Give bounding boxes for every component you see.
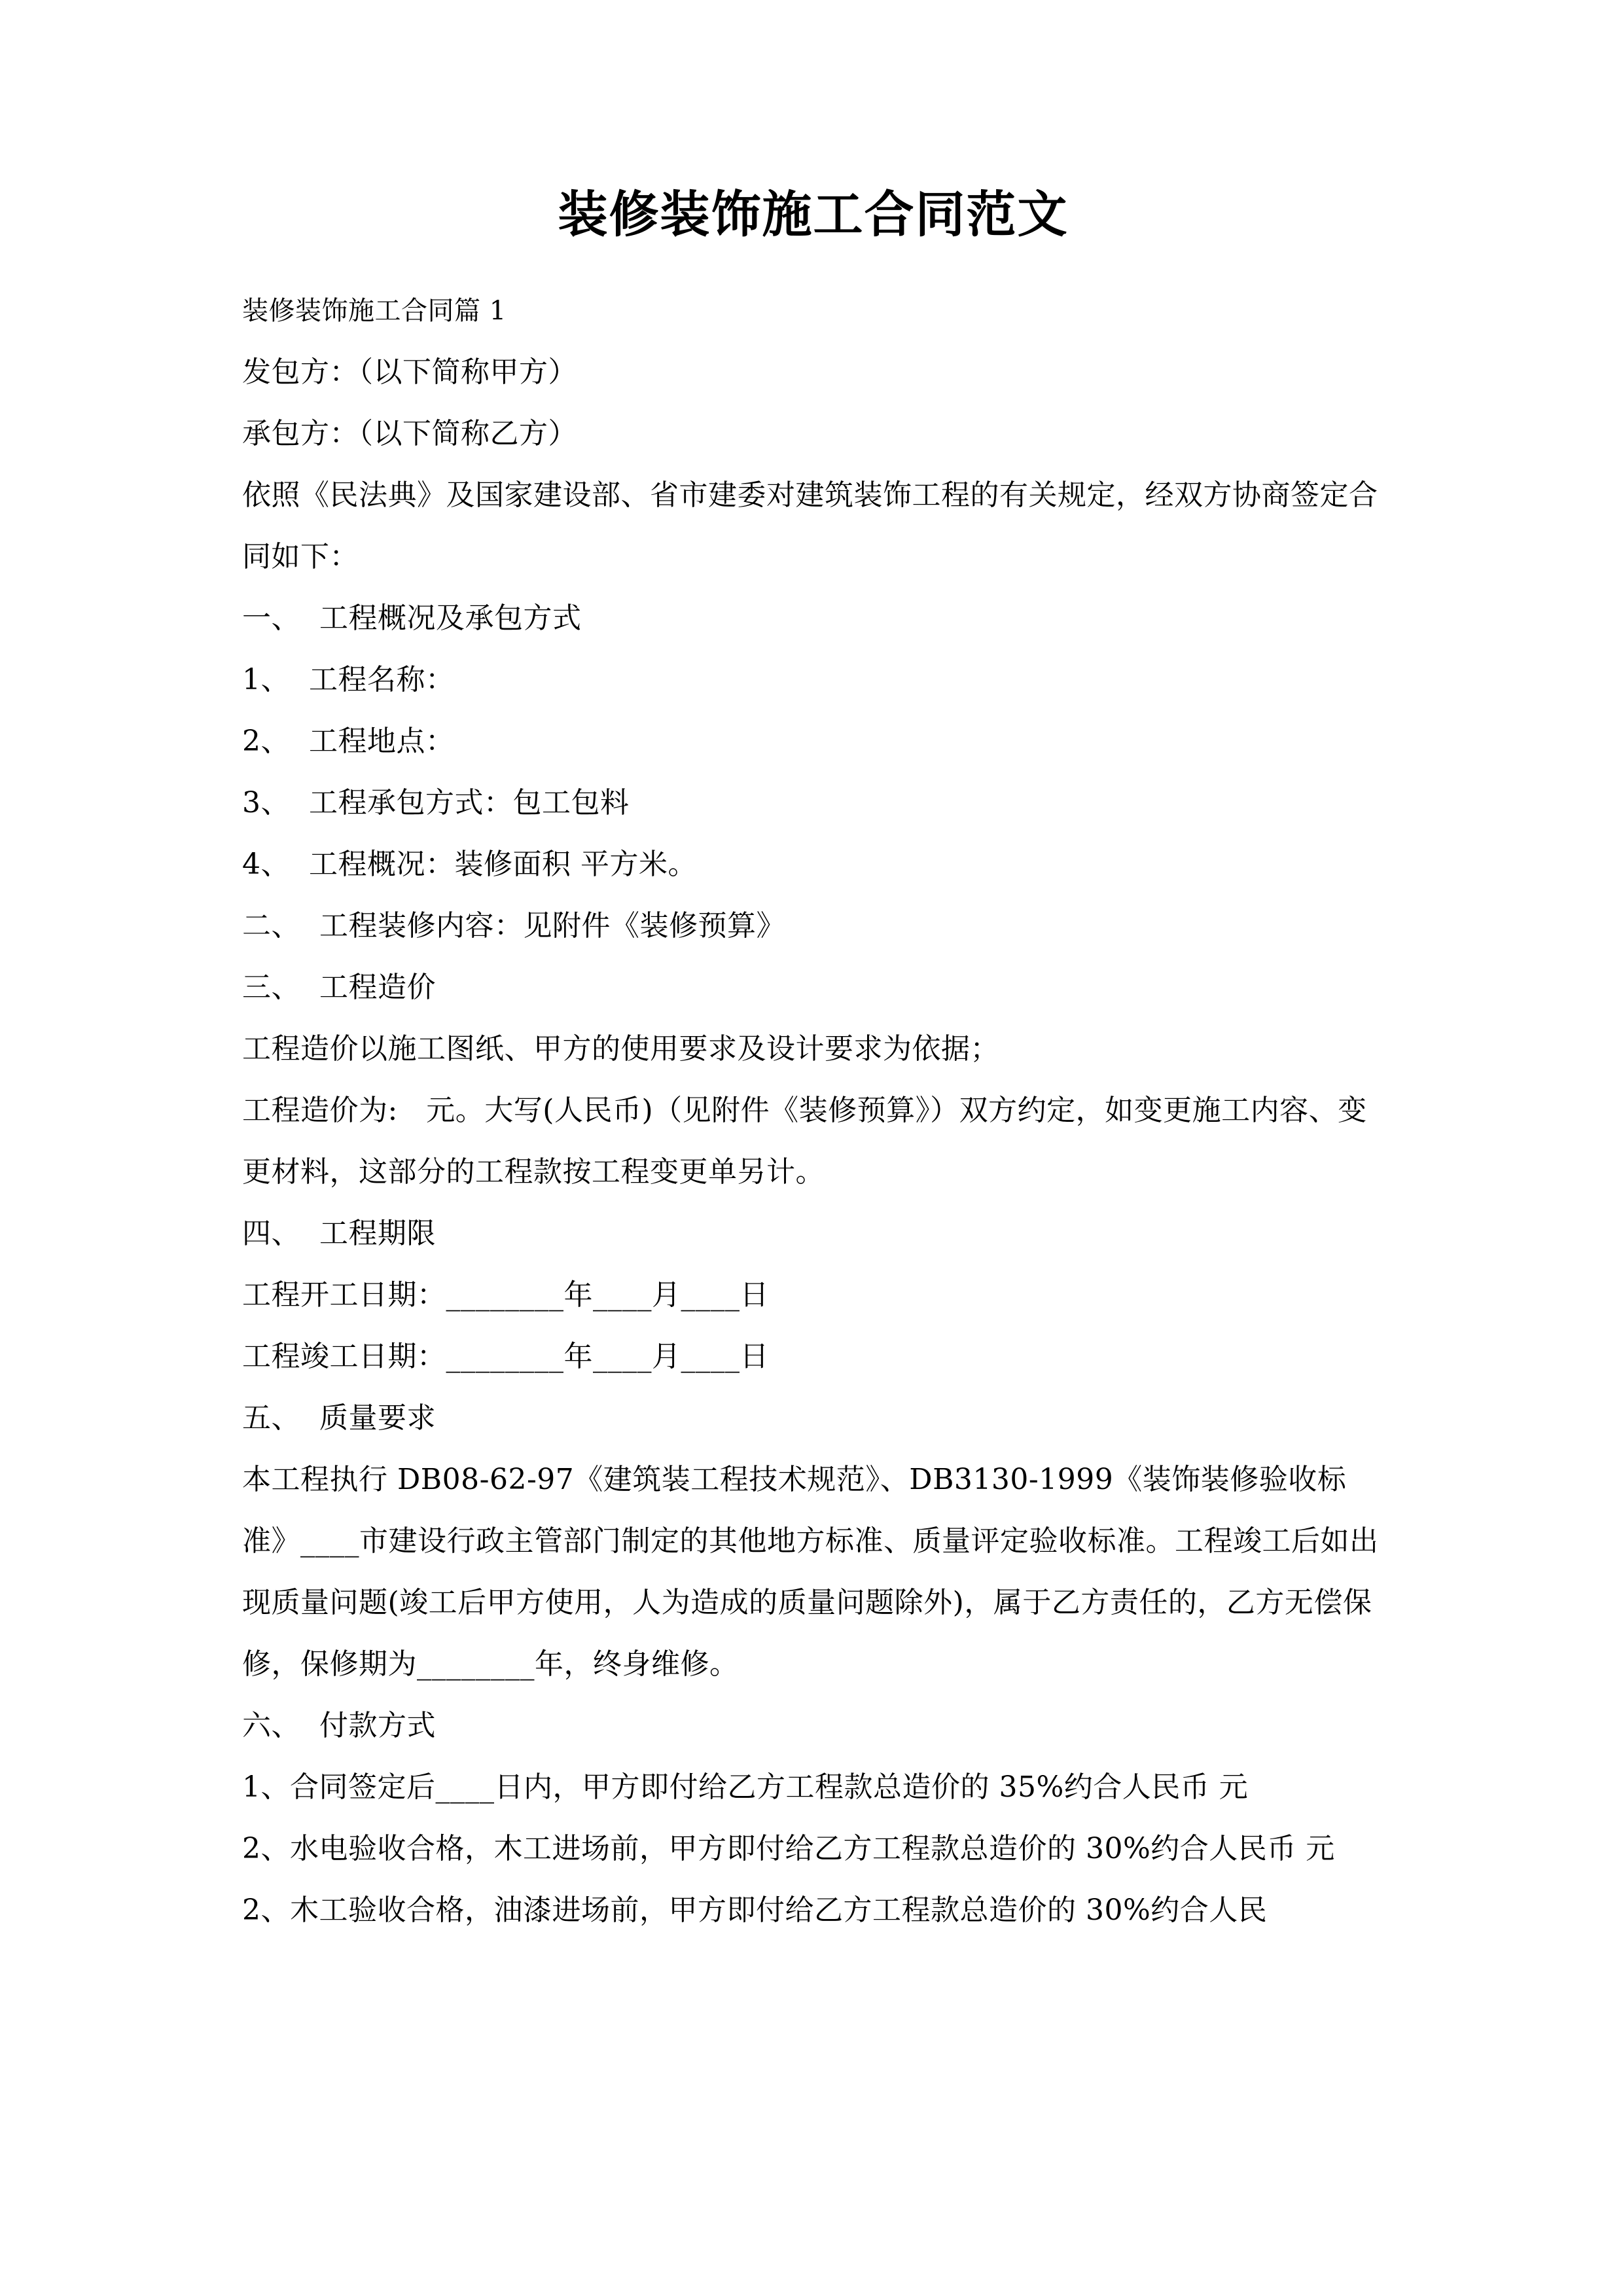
document-content <box>242 0 1384 1941</box>
paragraph-section-2: 二、 工程装修内容：见附件《装修预算》 <box>242 909 785 942</box>
paragraph-section-1: 一、 工程概况及承包方式 <box>242 601 582 635</box>
paragraph-item-1-1: 1、 工程名称： <box>242 663 455 696</box>
paragraph-party-b: 承包方：（以下简称乙方） <box>242 417 577 450</box>
paragraph-cost-basis: 工程造价以施工图纸、甲方的使用要求及设计要求为依据； <box>242 1032 999 1066</box>
paragraph-pay-1: 1、合同签定后____日内，甲方即付给乙方工程款总造价的 35%约合人民币 元 <box>242 1770 1249 1804</box>
paragraph-preamble: 依照《民法典》及国家建设部、省市建委对建筑装饰工程的有关规定，经双方协商签定合同如下： <box>242 478 1378 573</box>
paragraph-pay-3: 2、木工验收合格，油漆进场前，甲方即付给乙方工程款总造价的 30%约合人民 <box>242 1893 1268 1927</box>
paragraph-cost-amount: 工程造价为: 元。大写(人民币)（见附件《装修预算》）双方约定，如变更施工内容、变更材料，这部分的工程款按工程变更单另计。 <box>242 1094 1367 1189</box>
paragraph-party-a: 发包方：（以下简称甲方） <box>242 355 577 389</box>
document-body <box>242 280 1384 1941</box>
paragraph-section-5: 五、 质量要求 <box>242 1401 436 1435</box>
paragraph-pay-2: 2、水电验收合格，木工进场前，甲方即付给乙方工程款总造价的 30%约合人民币 元 <box>242 1832 1335 1865</box>
paragraph-item-1-2: 2、 工程地点： <box>242 725 455 758</box>
paragraph-finish-date: 工程竣工日期：________年____月____日 <box>242 1340 769 1373</box>
paragraph-quality-standard: 本工程执行 DB08-62-97《建筑装工程技术规范》、DB3130-1999《装饰装修验收标准》____市建设行政主管部门制定的其他地方标准、质量评定验收标准。工程竣工后如出现质量问题(竣工后甲方使用，人为造成的质量问题除外)，属于乙方责任的，乙方无偿保修，保修期为________年，终身维修。 <box>242 1463 1379 1681</box>
paragraph-section-4: 四、 工程期限 <box>242 1217 436 1250</box>
paragraph-section-3: 三、 工程造价 <box>242 971 436 1004</box>
paragraph-subtitle: 装修装饰施工合同篇 1 <box>242 296 507 326</box>
paragraph-item-1-4: 4、 工程概况：装修面积 平方米。 <box>242 848 697 881</box>
paragraph-item-1-3: 3、 工程承包方式：包工包料 <box>242 786 630 819</box>
paragraph-start-date: 工程开工日期：________年____月____日 <box>242 1278 769 1312</box>
paragraph-section-6: 六、 付款方式 <box>242 1709 436 1742</box>
page-title: 装修装饰施工合同范文 <box>558 185 1069 243</box>
